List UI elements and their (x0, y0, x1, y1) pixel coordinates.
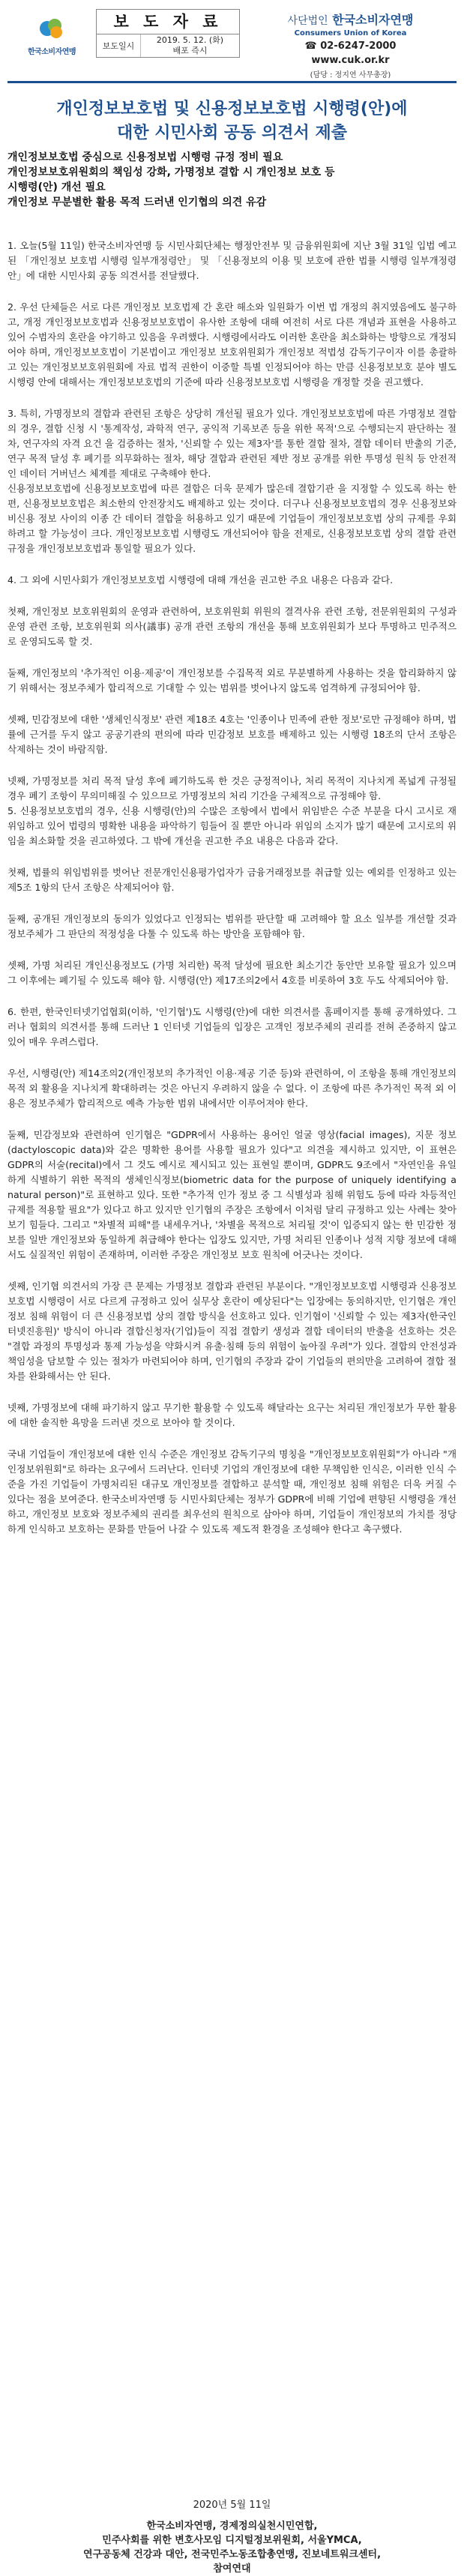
contact-website[interactable]: www.cuk.or.kr (311, 55, 390, 66)
body-paragraph: 둘째, 공개된 개인정보의 동의가 있었다고 인정되는 범위를 판단할 때 고려해야 할 요소 일부를 개선할 것과 정보주체가 그 판단의 적정성을 다툴 수 있도록 하는 방안을 포함해야 함. (7, 913, 457, 939)
contact-org-name: 한국소비자연맹 (332, 13, 414, 27)
release-footer-date: 2020년 5월 11일 (193, 2500, 271, 2511)
doc-type-title: 보 도 자 료 (97, 10, 239, 34)
body-paragraph: 국내 기업들이 개인정보에 대한 인식 수준은 개인정보 감독기구의 명칭을 "개인정보보호위원회"가 아니라 "개인정보위원회"로 하라는 요구에서 드러난다. 인터넷 기업의 개인정보에 대한 무책임한 인식은, 이러한 인식 수준을 가진 기업들이 가명처리된 대규모 개인정보를 결합하고 분석할 때, 개인정보 침해 위험은 더욱 커질 수 있다는 점을 보여준다. 한국소비자연맹 등 시민사회단체는 정부가 GDPR에 비해 기업에 편향된 시행령을 개선하고, 개인정보 보호와 정보주체의 권리를 최우선의 원칙으로 삼아야 하며, 기업들이 개인정보의 가치를 정당하게 인식하고 보호하는 문화를 만들어 나갈 수 있도록 제도적 환경을 조성해야 한다고 촉구했다. (7, 1448, 457, 1535)
title-line: 대한 시민사회 공동 의견서 제출 (117, 124, 347, 142)
summary-block (7, 150, 457, 210)
org-logo (10, 16, 93, 72)
body-paragraph: 셋째, 민감정보에 대한 '생체인식정보' 관련 제18조 4호는 '인종이나 민족에 관한 정보'로만 규정해야 하며, 법률에 근거를 두지 않고 공공기관의 편의에 따라 민감정보 보호를 배제하고 있는 시행령 18조의 단서 조항은 삭제하는 것이 바람직함. (7, 714, 457, 755)
contact-phone: ☎ 02-6247-2000 (304, 40, 397, 52)
contact-org (244, 10, 457, 28)
release-meta-box (96, 9, 240, 58)
release-date-row (97, 34, 239, 57)
logo-emblem-icon (37, 16, 67, 40)
summary-line: 개인정보보호위원회의 책임성 강화, 가명정보 결합 시 개인정보 보호 등 (7, 166, 335, 178)
page-title (7, 97, 457, 145)
summary-line: 개인정보 무분별한 활용 목적 드러낸 인기협의 의견 유감 (7, 196, 267, 208)
contact-org-prefix: 사단법인 (287, 15, 328, 27)
contact-block (244, 10, 457, 79)
body-paragraph: 둘째, 개인정보의 '추가적인 이용·제공'이 개인정보를 수집목적 외로 무분별하게 사용하는 것을 합리화하지 않기 위해서는 정보주체가 합리적으로 기대할 수 있는 범위를 벗어나지 않도록 엄격하게 규정되어야 함. (7, 667, 457, 693)
contact-person: (담당 : 정지연 사무총장) (310, 71, 391, 79)
press-header (7, 9, 457, 78)
signatory-organizations (7, 2519, 457, 2576)
body-paragraph: 넷째, 가명정보에 대해 파기하지 않고 무기한 활용할 수 있도록 해달라는 요구는 처리된 개인정보가 무한 활용에 대한 솔직한 욕망을 드러낸 것으로 보아야 할 것이다. (7, 1402, 457, 1428)
release-date-value (141, 34, 239, 57)
body-paragraph: 2. 우선 단체들은 서로 다른 개인정보 보호법제 간 혼란 해소와 일원화가 이번 법 개정의 취지였음에도 불구하고, 개정 개인정보보호법과 신용정보보호법이 유사한 조항에 대해 여전히 서로 다른 개념과 표현을 사용하고 있어 수범자의 혼란을 야기하고 있음을 우려했다. 시행령에서라도 이러한 혼란을 최소화하는 방향으로 개정되어야 하며, 개인정보보호법이 기본법이고 개인정보 보호위원회가 개인정보 적법성 감독기구이자 이를 총괄하고 있는 개인정보보호위원회에 자료 법적 권한이 이중할 특별 인정되어야 하는 만큼 신용정보보호 분야 별도 시행령 안에 대해서는 개인정보보호법의 기준에 따라 신용정보보호법 시행령을 개정할 것을 권고했다. (7, 301, 457, 388)
body-paragraph: 3. 특히, 가명정보의 결합과 관련된 조항은 상당히 개선될 필요가 있다. 개인정보보호법에 따른 가명정보 결합의 경우, 결합 신청 시 '통계작성, 과학적 연구, 공익적 기록보존 등을 위한 목적'으로 수행되는지 판단하는 절차, 연구자의 자격 요건 을 검증하는 절차, '신뢰할 수 있는 제3자'를 통한 결합 절차, 결합 데이터 반출의 기준, 연구 목적 달성 후 폐기를 의무화하는 절차, 해당 결합과 관련된 제반 정보 공개를 위한 투명성 원칙 등 안전적인 데이터 거버넌스 체계를 제대로 구축해야 한다. 신용정보보호법에 신용정보보호법에 따른 결합은 더욱 문제가 많은데 결합기관 을 지정할 수 있도록 하는 한편, 신용정보보호법은 최소한의 안전장치도 배제하고 있는 것이다. 더구나 신용정보보호법의 경우 신용정보와 비신용 정보 사이의 이종 간 데이터 결합을 허용하고 있기 때문에 기업들이 개인정보보호법 상의 규제를 우회하려고 할 가능성이 크다. 개인정보보호법 시행령도 개선되어야 함을 전제로, 신용정보보호법 상의 결합 관련 규정을 개인정보보호법과 통일할 필요가 있다. (7, 408, 457, 554)
body-text (7, 238, 457, 1537)
body-paragraph: 우선, 시행령(안) 제14조의2(개인정보의 추가적인 이용·제공 기준 등)와 관련하여, 이 조항을 통해 개인정보의 목적 외 활용을 지나치게 확대하려는 것은 아닌지 우려하지 않을 수 없다. 이 조항에 따른 추가적인 목적 외 이용은 정보주체가 합리적으로 예측 가능한 범위 내에서만 이루어져야 한다. (7, 1068, 457, 1109)
summary-line: 개인정보보호법 중심으로 신용정보법 시행령 규정 정비 필요 (7, 151, 283, 163)
logo-org-name: 한국소비자연맹 (27, 48, 76, 56)
signer-line: 연구공동체 건강과 대안, 전국민주노동조합총연맹, 진보네트워크센터, (82, 2549, 382, 2560)
header-divider (7, 81, 457, 83)
summary-line: 시행령(안) 개선 필요 (7, 181, 106, 193)
body-paragraph: 첫째, 법률의 위임범위를 벗어난 전문개인신용평가업자가 금융거래정보를 취급할 있는 예외를 인정하고 있는 제5조 1항의 단서 조항은 삭제되어야 함. (7, 867, 457, 893)
release-date: 2019. 5. 12. (화) (156, 35, 224, 45)
signer-line: 참여연대 (213, 2563, 251, 2575)
body-paragraph: 4. 그 외에 시민사회가 개인정보보호법 시행령에 대해 개선을 권고한 주요 내용은 다음과 같다. (7, 574, 394, 586)
body-paragraph: 셋째, 인기협 의견서의 가장 큰 문제는 가명정보 결합과 관련된 부분이다. "개인정보보호법 시행령과 신용정보보호법 시행령이 서로 다르게 규정하고 있어 실무상 혼란이 예상된다"는 입장에는 동의하지만, 인기협은 개인정보 침해 위험이 더 큰 신용정보법 상의 결합 방식을 선호하고 있다. 인기협이 '신뢰할 수 있는 제3자(한국인터넷진흥원)' 방식이 아니라 결합신청자(기업)들이 직접 결합키 생성과 결합 데이터의 반출을 선호하는 것은 "결합 과정의 투명성과 통제 가능성을 약화시켜 유출·침해 등의 위험이 높아질 우려"가 있다. 결합의 안전성과 책임성을 담보할 수 있는 절차가 마련되어야 하며, 인기협의 주장과 같이 기업들의 편의만을 고려하여 결합 절차를 완화해서는 안 된다. (7, 1281, 457, 1382)
body-paragraph: 1. 오늘(5월 11일) 한국소비자연맹 등 시민사회단체는 행정안전부 및 금융위원회에 지난 3월 31일 입법 예고된 「개인정보 보호법 시행령 일부개정령안」 및 「신용정보의 이용 및 보호에 관한 법률 시행령 일부개정령안」에 대한 시민사회 공동 의견서를 전달했다. (7, 240, 457, 281)
signer-line: 한국소비자연맹, 경제정의실천시민연합, (146, 2521, 318, 2532)
release-timing: 배포 즉시 (172, 46, 208, 55)
body-paragraph: 둘째, 민감정보와 관련하여 인기협은 "GDPR에서 사용하는 용어인 얼굴 영상(facial images), 지문 정보(dactyloscopic data)와 같은 명확한 용어를 사용할 필요가 있다"고 의견을 제시하고 있지만, 이 표현은 GDPR의 서술(recital)에서 그 것도 예시로 제시되고 있는 표현일 뿐이며, GDPR도 9조에서 "자연인을 유일하게 식별하기 위한 목적의 생체인식정보(biometric data for the purpose of uniquely identifying a natural person)"로 표현하고 있다. 또한 "추가적 인가 정보 중 그 식별성과 침해 위험도 등에 따라 차등적인 규제를 적용할 필요"가 있다고 하고 있지만 인기협의 주장은 조항에서 이처럼 달리 규정하고 있는 사례는 찾아보기 힘들다. 그리고 "차별적 피해"를 내세우거나, '차별을 목적으로 처리될 것'이 입증되지 않는 한 민감한 정보를 일반 개인정보와 동일하게 취급해야 한다는 입장도 있지만, 가명 처리된 인종이나 성적 지향 정보에 대해서도 실질적인 위험이 존재하며, 이러한 주장은 개인정보 보호 원칙에 어긋나는 것이다. (7, 1129, 457, 1260)
signer-line: 민주사회를 위한 변호사모임 디지털정보위원회, 서울YMCA, (102, 2535, 362, 2546)
contact-org-en: Consumers Union of Korea (294, 29, 407, 37)
body-paragraph: 넷째, 가명정보를 처리 목적 달성 후에 폐기하도록 한 것은 긍정적이나, 처리 목적이 지나치게 폭넓게 규정될 경우 폐기 조항이 무의미해질 수 있으므로 가명정보의 처리 기간을 구체적으로 규정해야 함. 5. 신용정보보호법의 경우, 신용 시행령(안)의 수많은 조항에서 법에서 위임받은 수준 부분을 다시 고시로 재위임하고 있어 법령의 명확한 내용을 파악하기 힘들어 질 뿐만 아니라 위임의 소지가 많기 때문에 고시로의 위임을 최소화할 것을 권고하였다. 그 밖에 개선을 권고한 주요 내용은 다음과 같다. (7, 775, 457, 846)
release-date-label: 보도일시 (97, 34, 141, 57)
title-line: 개인정보보호법 및 신용정보보호법 시행령(안)에 (56, 100, 408, 118)
body-paragraph: 셋째, 가명 처리된 개인신용정보도 (가명 처리한) 목적 달성에 필요한 최소기간 동안만 보유할 필요가 있으며 그 이후에는 폐기될 수 있도록 해야 함. 시행령(안) 제17조의2에서 4호를 비롯하여 3호 두도 삭제되어야 함. (7, 960, 457, 986)
body-paragraph: 6. 한편, 한국인터넷기업협회(이하, '인기협')도 시행령(안)에 대한 의견서를 홈페이지를 통해 공개하였다. 그러나 협회의 의견서를 통해 드러난 1 인터넷 기업들의 입장은 고객인 정보주체의 권리를 전혀 존중하지 않고 있어 매우 우려스럽다. (7, 1006, 457, 1047)
body-paragraph: 첫째, 개인정보 보호위원회의 운영과 관련하여, 보호위원회 위원의 결격사유 관련 조항, 전문위원회의 구성과 운영 관련 조항, 보호위원회 의사(議事) 공개 관련 조항의 개선을 통해 보호위원회가 보다 투명하고 민주적으로 운영되도록 할 것. (7, 606, 457, 647)
